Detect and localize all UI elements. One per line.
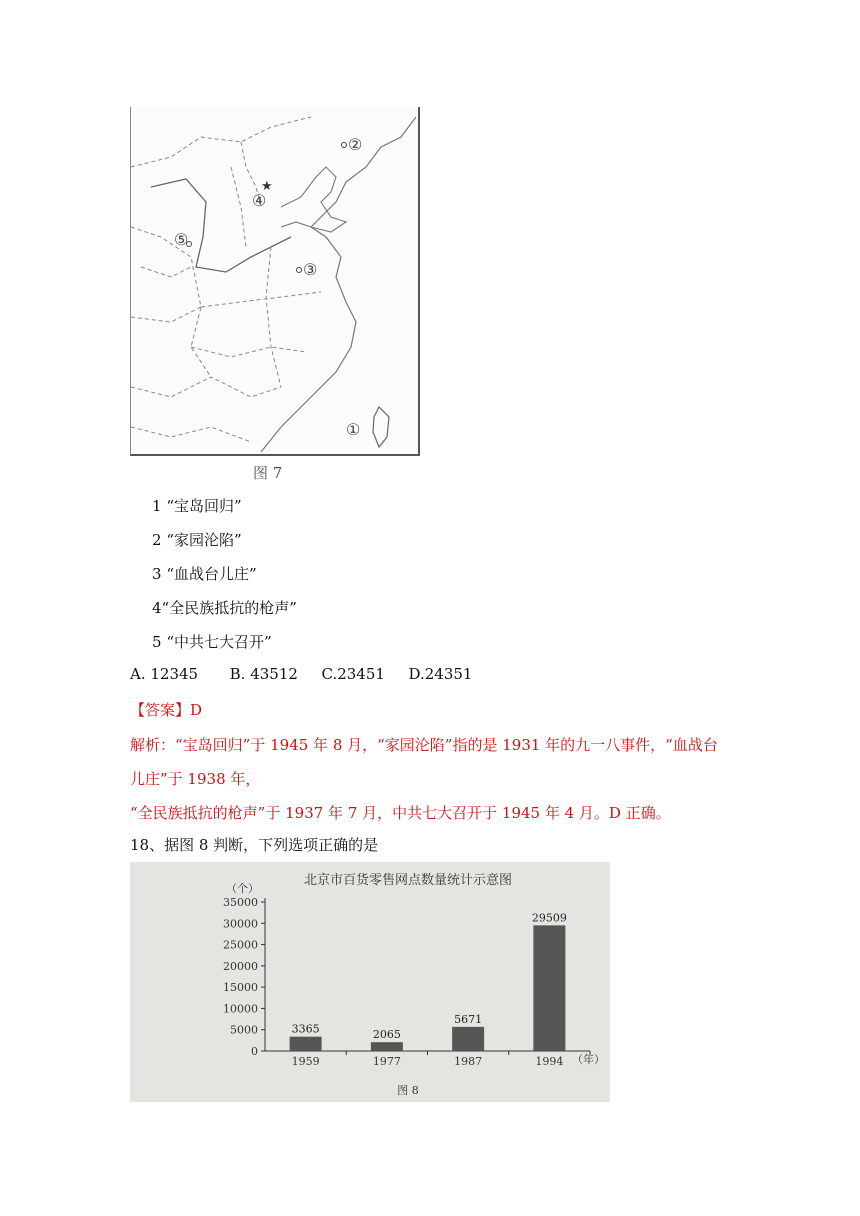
item-number: 3	[152, 565, 162, 583]
map-figure	[130, 107, 420, 456]
item-text: “宝岛回归”	[166, 497, 242, 515]
item-text: “家园沦陷”	[166, 531, 242, 549]
bar	[290, 1037, 322, 1051]
chart-caption: 图 8	[397, 1084, 419, 1097]
item-number: 1	[152, 497, 162, 515]
bar-chart-figure	[130, 862, 610, 1102]
y-tick-label: 20000	[223, 959, 258, 973]
list-item	[152, 597, 297, 618]
list-item	[152, 495, 242, 516]
item-number: 2	[152, 531, 162, 549]
list-item	[152, 631, 272, 652]
option-b: B. 43512	[229, 665, 298, 683]
bar	[371, 1042, 403, 1051]
x-tick-label: 1987	[454, 1055, 483, 1068]
item-number: 5	[152, 633, 162, 651]
y-tick-label: 30000	[223, 917, 258, 931]
y-tick-label: 0	[251, 1045, 258, 1058]
item-number: 4	[152, 599, 162, 617]
marker-1: ①	[346, 420, 361, 439]
data-label: 5671	[454, 1012, 483, 1026]
bar	[533, 925, 565, 1051]
chart-title: 北京市百货零售网点数量统计示意图	[303, 872, 513, 887]
list-item	[152, 563, 257, 584]
item-text: “全民族抵抗的枪声”	[161, 599, 297, 617]
data-label: 2065	[372, 1028, 401, 1042]
figure-7-caption: 图 7	[253, 464, 283, 482]
x-tick-label: 1994	[535, 1055, 564, 1068]
marker-3: ③	[303, 260, 318, 279]
bar	[452, 1027, 484, 1051]
answer-value: D	[190, 701, 203, 719]
y-axis-label: （个）	[226, 882, 259, 895]
coastline	[261, 117, 416, 452]
y-tick-label: 5000	[230, 1023, 258, 1037]
data-label: 3365	[291, 1022, 320, 1036]
option-c: C.23451	[321, 665, 385, 683]
analysis-line-3: “全民族抵抗的枪声”于 1937 年 7 月，中共七大召开于 1945 年 4 月。D 正确。	[130, 804, 671, 822]
item-text: “中共七大召开”	[166, 633, 272, 651]
y-tick-label: 35000	[223, 896, 258, 909]
answer-line	[130, 699, 202, 720]
option-a: A. 12345	[130, 665, 199, 683]
map-svg	[131, 107, 418, 454]
analysis-line-1: 解析：“宝岛回归”于 1945 年 8 月，“家园沦陷”指的是 1931 年的九一八事件，“血战台	[130, 736, 718, 754]
bar-chart	[130, 862, 610, 1102]
option-d: D.24351	[408, 665, 473, 683]
x-axis-label: （年）	[572, 1053, 605, 1066]
answer-label: 【答案】	[130, 701, 191, 719]
x-tick-label: 1977	[372, 1055, 401, 1068]
peninsula	[281, 167, 346, 232]
question-18: 18、据图 8 判断，下列选项正确的是	[130, 836, 379, 854]
data-label: 29509	[531, 911, 567, 925]
y-tick-label: 15000	[223, 981, 258, 995]
item-text: “血战台儿庄”	[166, 565, 257, 583]
x-tick-label: 1959	[291, 1055, 320, 1068]
marker-5: ⑤	[174, 230, 189, 249]
marker-2: ②	[348, 135, 363, 154]
y-tick-label: 25000	[223, 938, 258, 952]
taiwan-island	[373, 407, 389, 447]
y-tick-label: 10000	[223, 1002, 258, 1016]
analysis-line-2: 儿庄”于 1938 年，	[130, 770, 261, 788]
capital-star-icon: ★	[261, 179, 273, 194]
marker-4: ④	[252, 191, 267, 210]
list-item	[152, 529, 242, 550]
options-row	[130, 665, 472, 683]
